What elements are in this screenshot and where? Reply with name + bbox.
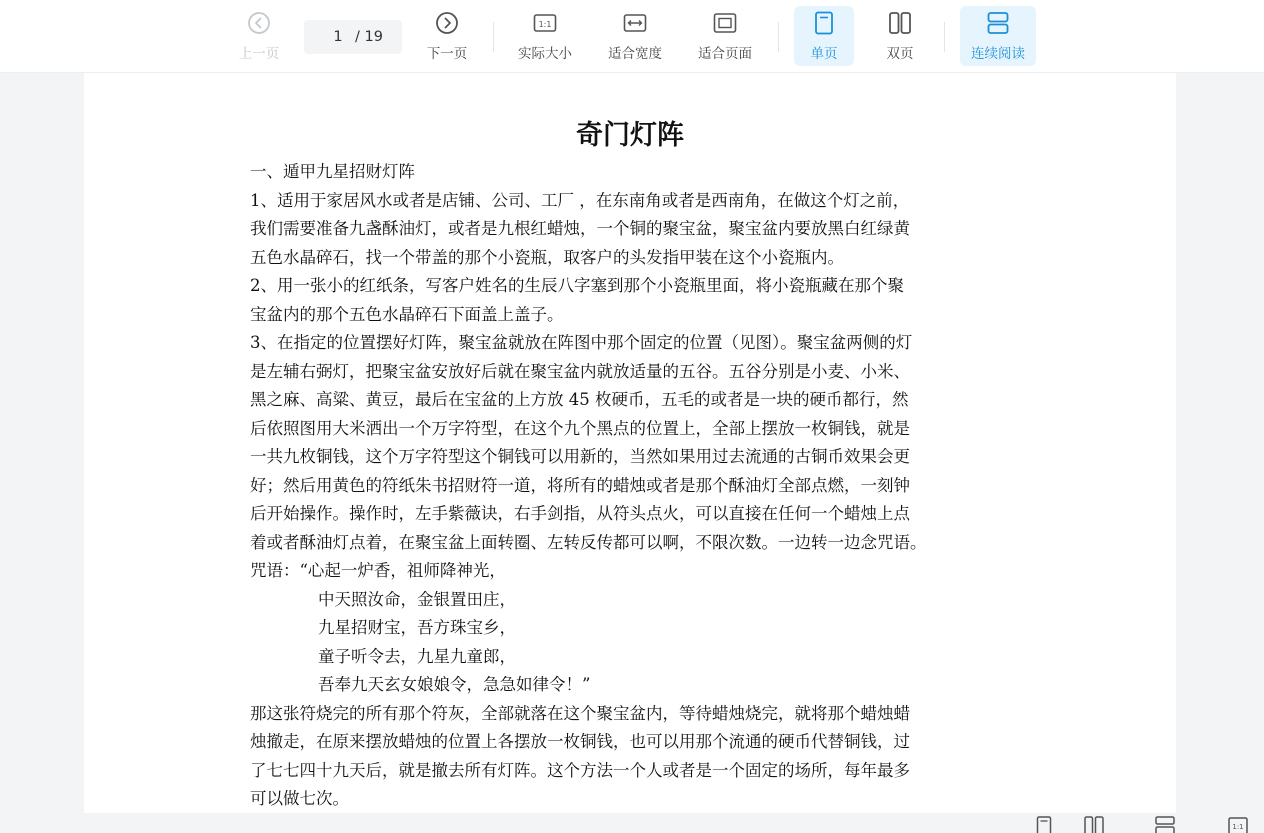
text-line: 我们需要准备九盏酥油灯，或者是九根红蜡烛，一个铜的聚宝盆，聚宝盆内要放黑白红绿黄 [250,219,910,238]
fit-width-icon [621,9,649,37]
text-line: 宝盆内的那个五色水晶碎石下面盖上盖子。 [250,304,564,324]
double-page-label: 双页 [886,46,914,62]
document-page [84,73,1176,813]
single-page-button[interactable] [794,6,854,66]
text-line: 烛撤走，在原来摆放蜡烛的位置上各摆放一枚铜钱，也可以用那个流通的硬币代替铜钱，过 [250,732,910,751]
verse-line: 中天照汝命，金银置田庄， [318,589,516,609]
fit-page-icon [711,9,739,37]
next-page-button[interactable] [420,6,474,66]
verse-line: 九星招财宝，吾方珠宝乡， [318,618,516,637]
prev-page-label: 上一页 [238,46,280,62]
text-line: 咒语：“心起一炉香，祖师降神光， [250,561,506,580]
page-number-field [304,20,402,54]
text-line: 黑之麻、高粱、黄豆，最后在宝盆的上方放 45 枚硬币，五毛的或者是一块的硬币都行，然 [250,390,909,409]
text-line: 一共九枚铜钱，这个万字符型这个铜钱可以用新的，当然如果用过去流通的古铜币效果会更 [250,447,910,466]
svg-text:1:1: 1:1 [538,20,552,29]
double-page-button[interactable] [870,6,930,66]
text-line: 1、适用于家居风水或者是店铺、公司、工厂 ，在东南角或者是西南角，在做这个灯之前， [250,190,910,210]
text-line: 后依照图用大米洒出一个万字符型，在这个九个黑点的位置上，全部上摆放一枚铜钱，就是 [250,418,910,438]
svg-text:1:1: 1:1 [1232,823,1244,831]
fit-width-label: 适合宽度 [608,46,662,62]
toolbar-divider [944,22,945,52]
text-line: 着或者酥油灯点着，在聚宝盆上面转圈、左转反传都可以啊，不限次数。一边转一边念咒语。 [250,532,927,552]
toolbar-divider [778,22,779,52]
continuous-reading-icon [984,9,1012,37]
text-line: 好；然后用黄色的符纸朱书招财符一道，将所有的蜡烛或者是那个酥油灯全部点燃，一刻钟 [250,475,910,495]
actual-size-label: 实际大小 [518,46,572,62]
fit-page-button[interactable] [690,6,760,66]
page-number-input[interactable] [323,29,353,45]
actual-size-button[interactable] [510,6,580,66]
text-line: 一、遁甲九星招财灯阵 [250,162,415,181]
fit-page-label: 适合页面 [698,46,752,62]
document-title: 奇门灯阵 [576,120,684,151]
single-page-icon[interactable] [1034,816,1054,833]
text-line: 可以做七次。 [250,789,349,808]
prev-page-button[interactable] [232,6,286,66]
text-line: 后开始操作。操作时，左手紫薇诀，右手剑指，从符头点火，可以直接在任何一个蜡烛上点 [250,504,910,523]
chevron-left-circle-icon [245,9,273,37]
document-body [250,158,1040,814]
chevron-right-circle-icon [433,9,461,37]
verse-line: 吾奉九天玄女娘娘令，急急如律令！” [318,675,591,694]
continuous-reading-button[interactable] [960,6,1036,66]
text-line: 2、用一张小的红纸条，写客户姓名的生辰八字塞到那个小瓷瓶里面，将小瓷瓶藏在那个聚 [250,276,904,295]
toolbar [0,0,1264,73]
actual-size-icon[interactable] [1228,816,1248,833]
single-page-label: 单页 [810,46,838,62]
fit-width-button[interactable] [600,6,670,66]
actual-size-icon [531,9,559,37]
next-page-label: 下一页 [426,46,468,62]
single-page-icon [810,9,838,37]
continuous-reading-label: 连续阅读 [971,46,1025,62]
double-page-icon[interactable] [1084,816,1104,833]
double-page-icon [886,9,914,37]
text-line: 3、在指定的位置摆好灯阵，聚宝盆就放在阵图中那个固定的位置（见图）。聚宝盆两侧的灯 [250,333,913,352]
text-line: 那这张符烧完的所有那个符灰，全部就落在这个聚宝盆内，等待蜡烛烧完，就将那个蜡烛蜡 [250,703,910,723]
continuous-icon[interactable] [1155,816,1175,833]
verse-line: 童子听令去，九星九童郎， [318,646,516,666]
text-line: 五色水晶碎石，找一个带盖的那个小瓷瓶，取客户的头发指甲装在这个小瓷瓶内。 [250,247,844,267]
toolbar-divider [493,22,494,52]
page-total: / 19 [355,29,383,45]
text-line: 了七七四十九天后，就是撤去所有灯阵。这个方法一个人或者是一个固定的场所，每年最多 [250,760,910,780]
status-bar [0,813,1264,833]
text-line: 是左辅右弼灯，把聚宝盆安放好后就在聚宝盆内就放适量的五谷。五谷分别是小麦、小米、 [250,361,910,381]
